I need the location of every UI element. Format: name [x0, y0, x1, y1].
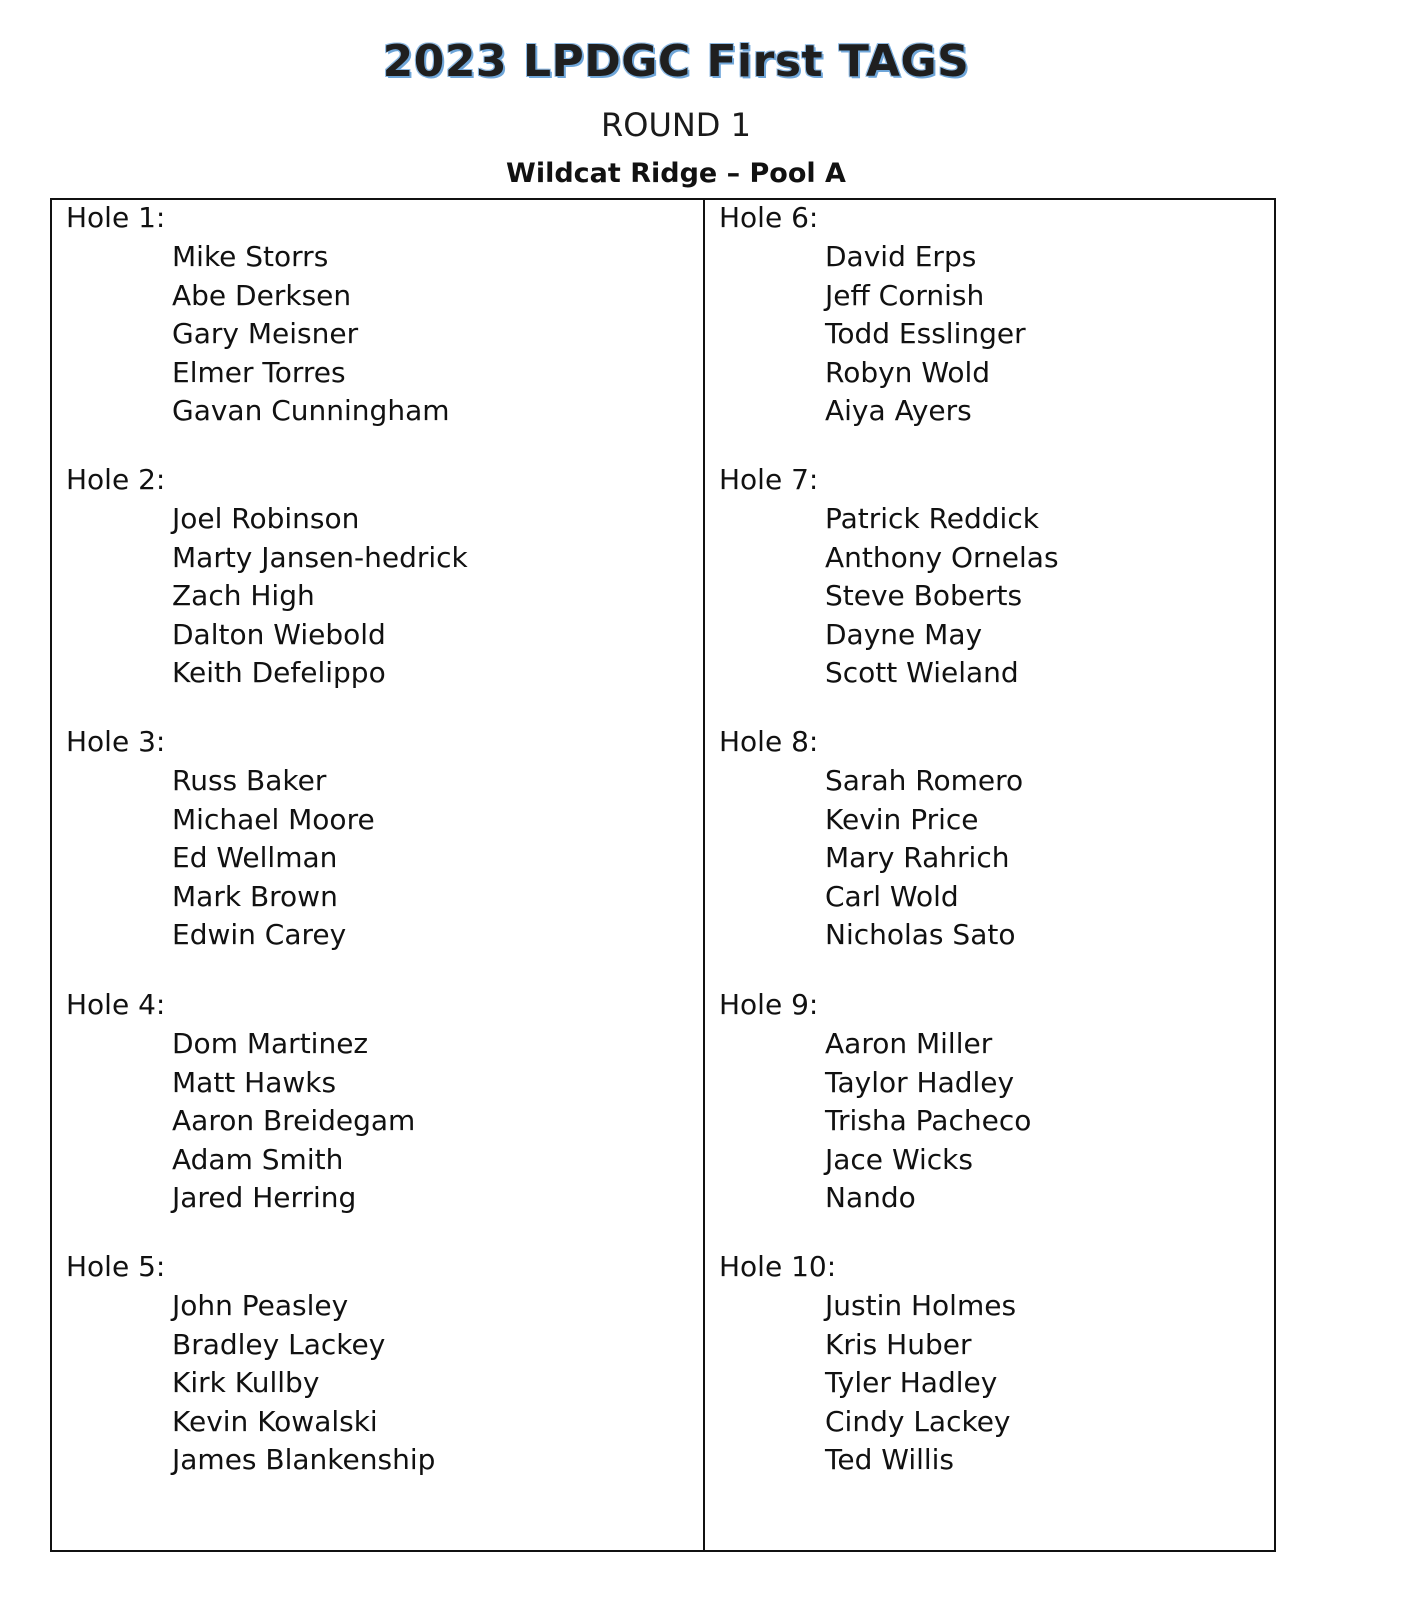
hole-label: Hole 8:	[719, 725, 819, 758]
player-list	[825, 238, 1026, 431]
player-list	[172, 1287, 435, 1480]
player-name: Ed Wellman	[172, 841, 338, 875]
hole-label: Hole 7:	[719, 463, 819, 496]
player-name: Cindy Lackey	[825, 1404, 1011, 1438]
left-column	[52, 200, 705, 1550]
hole-label: Hole 9:	[719, 988, 819, 1021]
player-name: Dayne May	[825, 617, 983, 651]
player-name: Michael Moore	[172, 802, 375, 836]
round-heading: ROUND 1	[601, 106, 751, 144]
player-name: Dom Martinez	[172, 1027, 369, 1060]
player-name: Kevin Price	[825, 802, 979, 836]
player-name: Patrick Reddick	[825, 502, 1039, 535]
hole-group	[52, 724, 703, 994]
player-name: Robyn Wold	[825, 355, 991, 389]
player-list	[172, 500, 468, 693]
player-name: Scott Wieland	[825, 656, 1019, 690]
player-list	[825, 1287, 1016, 1480]
hole-label: Hole 6:	[719, 201, 819, 234]
player-name: Anthony Ornelas	[825, 540, 1059, 574]
hole-label: Hole 5:	[66, 1250, 166, 1283]
hole-group	[705, 462, 1274, 732]
hole-label: Hole 3:	[66, 725, 166, 758]
hole-label: Hole 1:	[66, 201, 166, 234]
player-name: Zach High	[172, 579, 315, 613]
player-name: Steve Boberts	[825, 579, 1023, 613]
player-name: Mark Brown	[172, 879, 338, 913]
player-name: Taylor Hadley	[825, 1065, 1015, 1099]
player-list	[825, 1025, 1031, 1218]
player-name: Jace Wicks	[825, 1142, 973, 1176]
player-name: Dalton Wiebold	[172, 617, 386, 651]
player-name: John Peasley	[172, 1289, 349, 1322]
player-list	[172, 1025, 415, 1218]
player-list	[172, 762, 375, 955]
player-name: Justin Holmes	[825, 1289, 1017, 1322]
hole-group	[52, 200, 703, 470]
player-name: Mike Storrs	[172, 240, 329, 273]
hole-group	[52, 462, 703, 732]
player-name: Aaron Breidegam	[172, 1104, 416, 1138]
player-name: Todd Esslinger	[825, 317, 1026, 351]
hole-assignment-table	[50, 198, 1276, 1552]
player-name: Kirk Kullby	[172, 1366, 320, 1400]
player-name: Bradley Lackey	[172, 1327, 386, 1361]
hole-label: Hole 4:	[66, 988, 166, 1021]
player-name: Nicholas Sato	[825, 918, 1016, 952]
hole-group	[705, 200, 1274, 470]
hole-label: Hole 10:	[719, 1250, 837, 1283]
player-name: Elmer Torres	[172, 355, 346, 389]
player-name: Keith Defelippo	[172, 656, 386, 690]
player-name: Jared Herring	[172, 1181, 357, 1215]
player-name: Mary Rahrich	[825, 841, 1010, 875]
hole-group	[52, 987, 703, 1257]
player-name: Kevin Kowalski	[172, 1404, 378, 1438]
player-name: Russ Baker	[172, 764, 327, 797]
player-name: Gavan Cunningham	[172, 394, 450, 428]
hole-group	[52, 1249, 703, 1519]
player-list	[172, 238, 450, 431]
player-list	[825, 500, 1059, 693]
right-column	[705, 200, 1274, 1550]
player-name: Nando	[825, 1181, 916, 1215]
player-name: Adam Smith	[172, 1142, 344, 1176]
hole-group	[705, 724, 1274, 994]
player-name: Marty Jansen-hedrick	[172, 540, 468, 574]
hole-group	[705, 987, 1274, 1257]
player-name: Kris Huber	[825, 1327, 972, 1361]
player-name: Matt Hawks	[172, 1065, 337, 1099]
player-name: Ted Willis	[825, 1443, 955, 1477]
course-pool-heading: Wildcat Ridge – Pool A	[506, 158, 846, 189]
player-list	[825, 762, 1023, 955]
player-name: James Blankenship	[172, 1443, 436, 1477]
player-name: Gary Meisner	[172, 317, 359, 351]
player-name: Abe Derksen	[172, 278, 352, 312]
player-name: Carl Wold	[825, 879, 959, 913]
player-name: Tyler Hadley	[825, 1366, 998, 1400]
hole-label: Hole 2:	[66, 463, 166, 496]
player-name: Joel Robinson	[172, 502, 360, 535]
player-name: Trisha Pacheco	[825, 1104, 1032, 1138]
player-name: Aaron Miller	[825, 1027, 993, 1060]
player-name: David Erps	[825, 240, 977, 273]
player-name: Sarah Romero	[825, 764, 1024, 797]
player-name: Aiya Ayers	[825, 394, 972, 428]
hole-group	[705, 1249, 1274, 1519]
page-title: 2023 LPDGC First TAGS	[382, 36, 970, 87]
player-name: Jeff Cornish	[825, 278, 985, 312]
player-name: Edwin Carey	[172, 918, 347, 952]
